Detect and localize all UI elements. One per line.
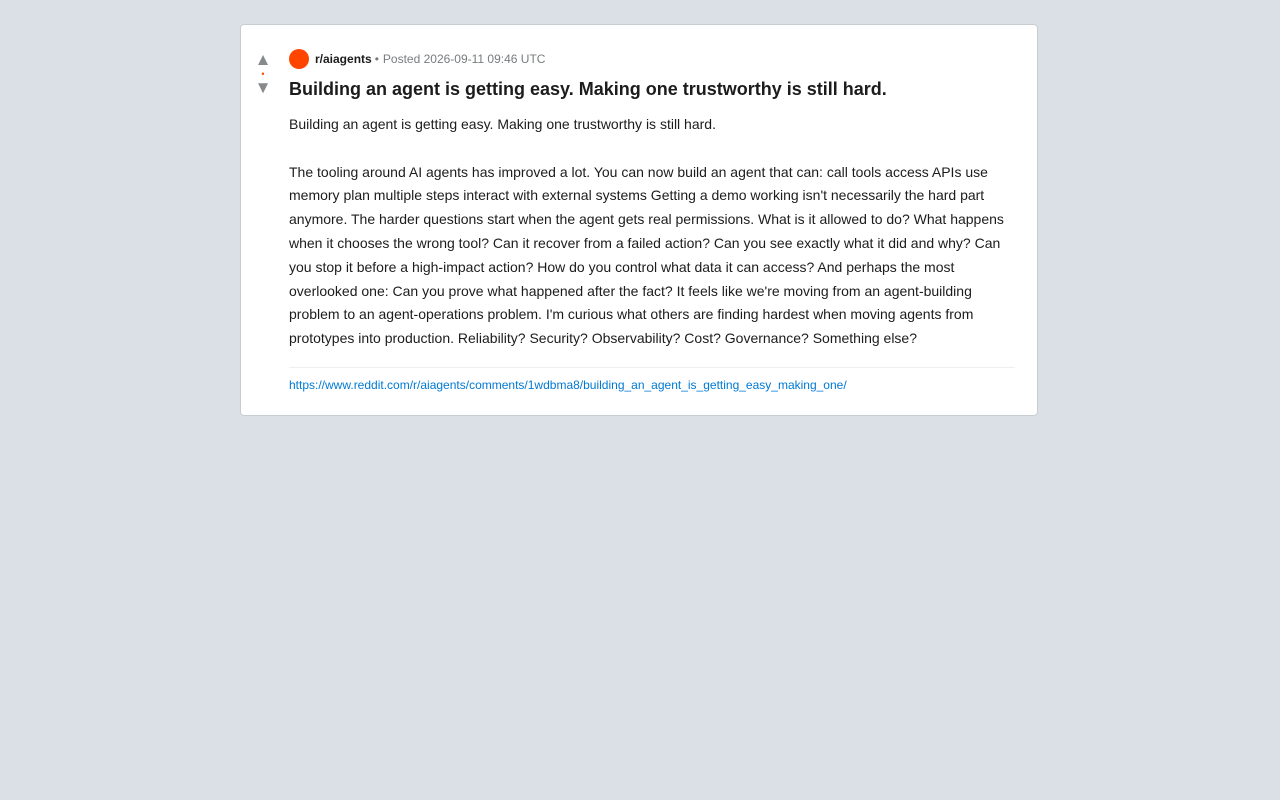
paragraph-gap bbox=[289, 137, 1015, 161]
post-url-link[interactable]: https://www.reddit.com/r/aiagents/comments/1wdbma8/building_an_agent_is_getting_easy_making_one/ bbox=[289, 377, 847, 392]
subreddit-avatar[interactable] bbox=[289, 49, 309, 69]
post-card bbox=[240, 24, 1038, 416]
vote-column bbox=[241, 25, 285, 97]
post-meta bbox=[289, 49, 1015, 69]
post-body-paragraph: Building an agent is getting easy. Making one trustworthy is still hard. bbox=[289, 116, 716, 132]
post-body-paragraph: The tooling around AI agents has improved a lot. You can now build an agent that can: call tools access APIs use memory plan multiple steps interact with external systems Getting a demo working isn't necessarily the hard part anymore. The harder questions start when the agent gets real permissions. What is it allowed to do? What happens when it chooses the wrong tool? Can it recover from a failed action? Can you see exactly what it did and why? Can you stop it before a high-impact action? How do you control what data it can access? And perhaps the most overlooked one: Can you prove what happened after the fact? It feels like we're moving from an agent-building problem to an agent-operations problem. I'm curious what others are finding hardest when moving agents from prototypes into production. Reliability? Security? Observability? Cost? Governance? Something else? bbox=[289, 163, 1004, 347]
meta-separator: • bbox=[374, 52, 379, 66]
posted-timestamp: Posted 2026-09-11 09:46 UTC bbox=[382, 52, 546, 66]
divider bbox=[289, 367, 1015, 368]
post-content bbox=[289, 49, 1015, 393]
vote-score: • bbox=[261, 69, 265, 79]
post-body bbox=[289, 113, 1015, 351]
subreddit-link[interactable]: r/aiagents bbox=[315, 52, 372, 66]
downvote-icon[interactable]: ▼ bbox=[254, 78, 272, 97]
post-title[interactable]: Building an agent is getting easy. Making one trustworthy is still hard. bbox=[289, 79, 887, 99]
upvote-icon[interactable]: ▲ bbox=[254, 50, 272, 69]
